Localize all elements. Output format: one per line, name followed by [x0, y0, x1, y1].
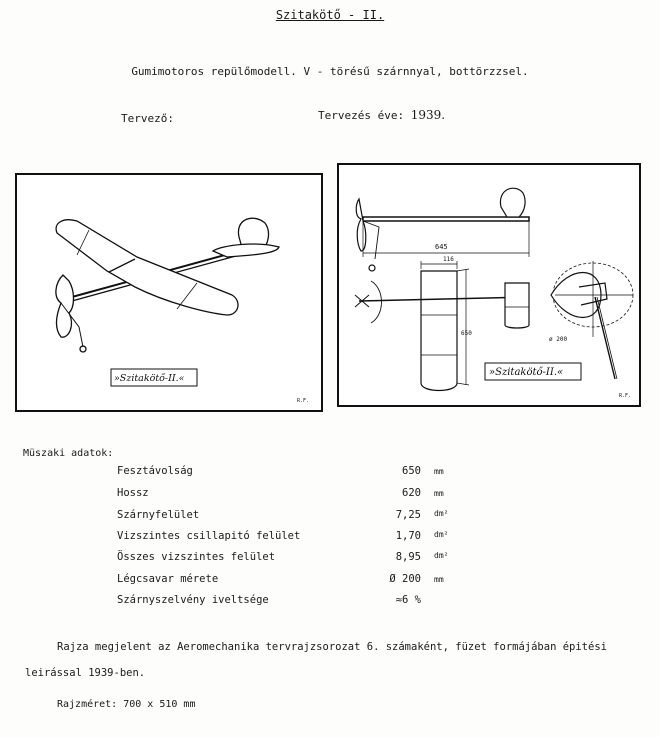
perspective-sketch: [17, 175, 321, 410]
spec-value: Ø 200: [389, 573, 421, 585]
model-description: Gumimotoros repülőmodell. V - törésű szárnnyal, bottörzzsel.: [131, 65, 529, 78]
specs-title: Müszaki adatok:: [23, 448, 114, 459]
spec-value: 7,25: [395, 509, 421, 521]
page-title: Szitakötő - II.: [275, 8, 385, 22]
spec-value: 650: [402, 465, 421, 477]
spec-unit: mm: [434, 489, 444, 498]
dim-prop-label: ø 200: [549, 336, 568, 343]
publication-note: Rajza megjelent az Aeromechanika tervrajzsorozat 6. számaként, füzet formájában épitési leirással 1939-ben.: [25, 641, 607, 679]
left-signature: R.F.: [297, 398, 310, 404]
design-year-value: 1939.: [410, 108, 446, 122]
spec-unit: mm: [434, 467, 444, 476]
side-view-fin: [500, 188, 525, 217]
spec-value: 620: [402, 487, 421, 499]
three-view-sketch: [339, 165, 639, 405]
dim-span-label: 650: [461, 330, 472, 337]
design-year-label: Tervezés éve:: [318, 109, 405, 122]
spec-value: 1,70: [395, 530, 421, 542]
dim-chord-label: 116: [443, 256, 454, 263]
spec-unit: dm²: [434, 509, 449, 518]
drawing-size: Rajzméret: 700 x 510 mm: [57, 699, 196, 710]
side-view-fuselage: [363, 217, 529, 221]
spec-name: Fesztávolság: [117, 465, 193, 477]
propeller: [56, 275, 74, 337]
top-view-wing: [421, 271, 457, 391]
spec-unit: mm: [434, 575, 444, 584]
spec-name: Légcsavar mérete: [117, 573, 219, 585]
perspective-drawing: [15, 173, 323, 412]
designer-label: Tervező:: [121, 112, 174, 125]
spec-unit: dm²: [434, 551, 449, 560]
top-view-stabilizer: [505, 283, 529, 328]
spec-name: Összes vizszintes felület: [117, 551, 276, 563]
wing: [56, 220, 238, 315]
left-model-label: »Szitakötő-II.«: [114, 373, 185, 384]
spec-unit: dm²: [434, 530, 449, 539]
dim-length-label: 645: [435, 243, 448, 251]
front-view-landing-gear: [595, 297, 615, 379]
spec-name: Szárnyszelvény iveltsége: [117, 594, 269, 606]
right-model-label: »Szitakötő-II.«: [489, 367, 564, 378]
spec-value: ≈6 %: [395, 594, 421, 606]
spec-name: Vizszintes csillapitó felület: [117, 530, 301, 542]
side-view-propeller: [356, 199, 366, 251]
three-view-drawing: [337, 163, 641, 407]
right-signature: R.F.: [619, 393, 632, 399]
spec-name: Hossz: [117, 487, 149, 499]
design-year: [318, 108, 445, 122]
spec-value: 8,95: [395, 551, 421, 563]
spec-name: Szárnyfelület: [117, 509, 200, 521]
stabilizer: [213, 244, 279, 257]
